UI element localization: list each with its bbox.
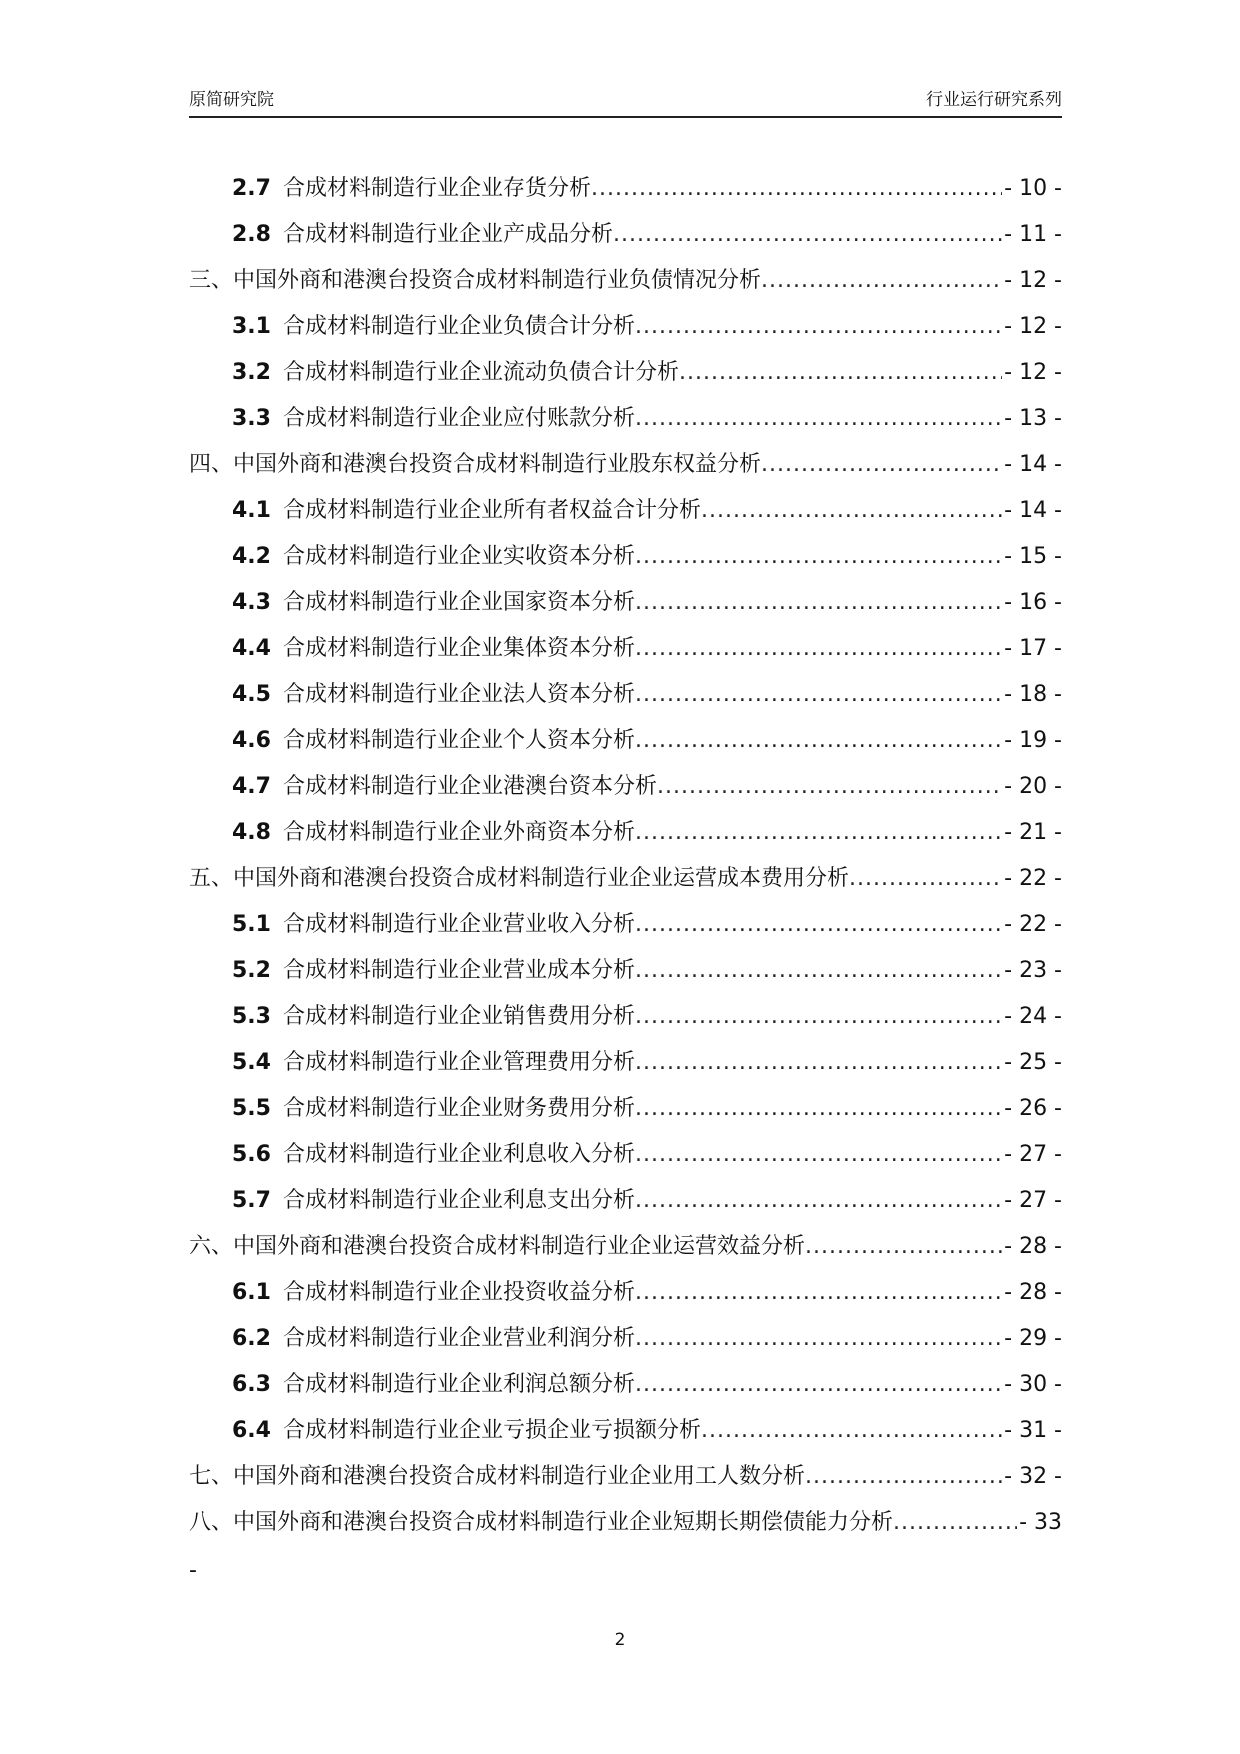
toc-entry-number: 4.8: [232, 820, 271, 845]
toc-entry-title: 合成材料制造行业企业销售费用分析: [282, 1004, 635, 1029]
toc-entry-line: [189, 448, 1062, 482]
toc-dot-leader: [657, 770, 1002, 804]
toc-dot-leader: [635, 954, 1002, 988]
toc-section-entry[interactable]: [189, 1046, 1062, 1092]
toc-chapter-entry[interactable]: [189, 264, 1062, 310]
toc-entry-line: [232, 1276, 1062, 1310]
toc-entry-line: [189, 264, 1062, 298]
toc-entry-number: 6.1: [232, 1280, 271, 1305]
toc-section-entry[interactable]: [189, 908, 1062, 954]
toc-entry-title: 合成材料制造行业企业利息支出分析: [282, 1188, 635, 1213]
toc-entry-number: 2.7: [232, 176, 271, 201]
toc-entry-page: - 26 -: [1004, 1096, 1062, 1121]
toc-entry-title: 合成材料制造行业企业财务费用分析: [282, 1096, 635, 1121]
toc-entry-line: [232, 586, 1062, 620]
toc-entry-number: 6.2: [232, 1326, 271, 1351]
toc-section-entry[interactable]: [189, 1322, 1062, 1368]
toc-entry-title: 合成材料制造行业企业存货分析: [282, 176, 591, 201]
toc-entry-title: 四、中国外商和港澳台投资合成材料制造行业股东权益分析: [189, 452, 762, 477]
toc-dot-leader: [635, 586, 1002, 620]
toc-entry-line: [189, 1506, 1062, 1540]
toc-entry-title: 合成材料制造行业企业营业成本分析: [282, 958, 635, 983]
toc-entry-number: 3.1: [232, 314, 271, 339]
toc-entry-number: 5.1: [232, 912, 271, 937]
toc-entry-line: [232, 356, 1062, 390]
toc-entry-title: 合成材料制造行业企业法人资本分析: [282, 682, 635, 707]
toc-section-entry[interactable]: [189, 1184, 1062, 1230]
toc-entry-line: [232, 1322, 1062, 1356]
toc-entry-line: [232, 402, 1062, 436]
toc-entry-line: [232, 310, 1062, 344]
toc-entry-title: 合成材料制造行业企业营业收入分析: [282, 912, 635, 937]
toc-entry-title: 合成材料制造行业企业港澳台资本分析: [282, 774, 657, 799]
toc-section-entry[interactable]: [189, 402, 1062, 448]
table-of-contents: [189, 172, 1062, 1552]
toc-entry-line: [232, 1414, 1062, 1448]
toc-entry-page: - 14 -: [1004, 498, 1062, 523]
toc-entry-number: 2.8: [232, 222, 271, 247]
toc-entry-line: [232, 1000, 1062, 1034]
toc-section-entry[interactable]: [189, 494, 1062, 540]
toc-entry-page: - 23 -: [1004, 958, 1062, 983]
toc-entry-page: - 18 -: [1004, 682, 1062, 707]
toc-section-entry[interactable]: [189, 1276, 1062, 1322]
toc-section-entry[interactable]: [189, 1368, 1062, 1414]
toc-entry-title: 合成材料制造行业企业利息收入分析: [282, 1142, 635, 1167]
toc-entry-number: 4.3: [232, 590, 271, 615]
toc-section-entry[interactable]: [189, 586, 1062, 632]
toc-entry-title: 七、中国外商和港澳台投资合成材料制造行业企业用工人数分析: [189, 1464, 806, 1489]
toc-section-entry[interactable]: [189, 540, 1062, 586]
toc-dot-leader: [635, 678, 1002, 712]
toc-entry-page: - 24 -: [1004, 1004, 1062, 1029]
toc-dot-leader: [805, 1460, 1002, 1494]
toc-entry-number: 4.4: [232, 636, 271, 661]
toc-entry-line: [232, 1046, 1062, 1080]
toc-entry-title: 合成材料制造行业企业管理费用分析: [282, 1050, 635, 1075]
toc-entry-number: 5.5: [232, 1096, 271, 1121]
toc-dot-leader: [635, 402, 1002, 436]
toc-dot-leader: [635, 1276, 1002, 1310]
toc-entry-page: - 29 -: [1004, 1326, 1062, 1351]
toc-entry-line: [232, 1184, 1062, 1218]
toc-entry-page: - 10 -: [1004, 176, 1062, 201]
toc-entry-title: 合成材料制造行业企业营业利润分析: [282, 1326, 635, 1351]
toc-section-entry[interactable]: [189, 310, 1062, 356]
toc-entry-title: 合成材料制造行业企业亏损企业亏损额分析: [282, 1418, 701, 1443]
toc-chapter-entry[interactable]: [189, 448, 1062, 494]
toc-entry-number: 4.7: [232, 774, 271, 799]
toc-dot-leader: [613, 218, 1002, 252]
toc-entry-page: - 13 -: [1004, 406, 1062, 431]
toc-dot-leader: [635, 1046, 1002, 1080]
toc-section-entry[interactable]: [189, 770, 1062, 816]
toc-entry-page: - 22 -: [1004, 866, 1062, 891]
toc-dot-leader: [761, 448, 1002, 482]
toc-entry-number: 6.4: [232, 1418, 271, 1443]
toc-section-entry[interactable]: [189, 1414, 1062, 1460]
toc-entry-line: [232, 678, 1062, 712]
toc-entry-title: 合成材料制造行业企业利润总额分析: [282, 1372, 635, 1397]
toc-entry-page: - 21 -: [1004, 820, 1062, 845]
toc-entry-line: [232, 908, 1062, 942]
toc-dot-leader: [635, 1184, 1002, 1218]
toc-entry-number: 5.2: [232, 958, 271, 983]
toc-entry-title: 合成材料制造行业企业产成品分析: [282, 222, 613, 247]
toc-entry-title: 合成材料制造行业企业流动负债合计分析: [282, 360, 679, 385]
toc-dot-leader: [591, 172, 1002, 206]
toc-entry-line: [232, 494, 1062, 528]
toc-entry-page: - 32 -: [1004, 1464, 1062, 1489]
toc-dot-leader: [635, 1092, 1002, 1126]
toc-entry-title: 合成材料制造行业企业外商资本分析: [282, 820, 635, 845]
toc-entry-page: - 25 -: [1004, 1050, 1062, 1075]
toc-dot-leader: [635, 724, 1002, 758]
toc-chapter-entry[interactable]: [189, 1460, 1062, 1506]
toc-entry-page: - 16 -: [1004, 590, 1062, 615]
toc-dot-leader: [635, 310, 1002, 344]
toc-entry-line: [232, 172, 1062, 206]
toc-entry-page: - 30 -: [1004, 1372, 1062, 1397]
toc-entry-page: - 14 -: [1004, 452, 1062, 477]
toc-section-entry[interactable]: [189, 218, 1062, 264]
toc-entry-title: 三、中国外商和港澳台投资合成材料制造行业负债情况分析: [189, 268, 762, 293]
toc-entry-line: [232, 1368, 1062, 1402]
toc-entry-title: 合成材料制造行业企业所有者权益合计分析: [282, 498, 701, 523]
toc-entry-line: [232, 816, 1062, 850]
toc-entry-title: 合成材料制造行业企业投资收益分析: [282, 1280, 635, 1305]
toc-entry-line: [189, 1230, 1062, 1264]
toc-chapter-entry[interactable]: [189, 862, 1062, 908]
toc-dot-leader: [635, 1000, 1002, 1034]
toc-entry-page: - 20 -: [1004, 774, 1062, 799]
toc-entry-page: - 15 -: [1004, 544, 1062, 569]
toc-entry-title: 合成材料制造行业企业应付账款分析: [282, 406, 635, 431]
toc-dot-leader: [701, 1414, 1002, 1448]
toc-section-entry[interactable]: [189, 1000, 1062, 1046]
toc-dot-leader: [761, 264, 1002, 298]
header-series-name: 行业运行研究系列: [926, 90, 1062, 110]
toc-entry-page: - 19 -: [1004, 728, 1062, 753]
toc-entry-number: 5.7: [232, 1188, 271, 1213]
toc-entry-page: - 11 -: [1004, 222, 1062, 247]
toc-entry-number: 4.1: [232, 498, 271, 523]
toc-chapter-entry[interactable]: [189, 1230, 1062, 1276]
toc-entry-line: [232, 1092, 1062, 1126]
toc-section-entry[interactable]: [189, 816, 1062, 862]
toc-entry-number: 4.2: [232, 544, 271, 569]
toc-entry-number: 6.3: [232, 1372, 271, 1397]
toc-entry-page: - 27 -: [1004, 1188, 1062, 1213]
toc-section-entry[interactable]: [189, 1138, 1062, 1184]
toc-entry-page: - 31 -: [1004, 1418, 1062, 1443]
toc-dot-leader: [635, 540, 1002, 574]
toc-entry-number: 3.3: [232, 406, 271, 431]
toc-entry-line: [232, 770, 1062, 804]
toc-entry-title: 六、中国外商和港澳台投资合成材料制造行业企业运营效益分析: [189, 1234, 806, 1259]
toc-entry-number: 4.5: [232, 682, 271, 707]
toc-entry-page: - 17 -: [1004, 636, 1062, 661]
toc-section-entry[interactable]: [189, 1092, 1062, 1138]
toc-dot-leader: [635, 908, 1002, 942]
toc-entry-number: 5.3: [232, 1004, 271, 1029]
header-org-name: 原简研究院: [189, 90, 274, 110]
toc-dot-leader: [805, 1230, 1002, 1264]
toc-entry-line: [232, 218, 1062, 252]
toc-dot-leader: [635, 1138, 1002, 1172]
toc-entry-title: 合成材料制造行业企业实收资本分析: [282, 544, 635, 569]
toc-entry-title: 合成材料制造行业企业集体资本分析: [282, 636, 635, 661]
toc-dot-leader: [701, 494, 1002, 528]
toc-entry-page: - 28 -: [1004, 1280, 1062, 1305]
page-number: 2: [614, 1630, 626, 1650]
toc-section-entry[interactable]: [189, 678, 1062, 724]
toc-entry-page: - 33: [1019, 1510, 1062, 1535]
toc-chapter-entry[interactable]: [189, 1506, 1062, 1552]
toc-dot-leader: [849, 862, 1002, 896]
toc-entry-page: - 12 -: [1004, 314, 1062, 339]
toc-entry-page: - 28 -: [1004, 1234, 1062, 1259]
toc-entry-title: 合成材料制造行业企业负债合计分析: [282, 314, 635, 339]
toc-entry-line: [232, 724, 1062, 758]
toc-entry-title: 合成材料制造行业企业个人资本分析: [282, 728, 635, 753]
toc-dot-leader: [893, 1506, 1017, 1540]
toc-section-entry[interactable]: [189, 172, 1062, 218]
toc-entry-line: [232, 540, 1062, 574]
toc-wrap-tail: -: [189, 1558, 197, 1583]
toc-entry-page: - 12 -: [1004, 360, 1062, 385]
toc-entry-number: 5.4: [232, 1050, 271, 1075]
page-header: [189, 88, 1062, 118]
toc-section-entry[interactable]: [189, 632, 1062, 678]
toc-entry-line: [232, 954, 1062, 988]
toc-section-entry[interactable]: [189, 356, 1062, 402]
toc-dot-leader: [635, 632, 1002, 666]
toc-entry-title: 八、中国外商和港澳台投资合成材料制造行业企业短期长期偿债能力分析: [189, 1510, 894, 1535]
toc-entry-title: 合成材料制造行业企业国家资本分析: [282, 590, 635, 615]
toc-entry-number: 4.6: [232, 728, 271, 753]
toc-entry-title: 五、中国外商和港澳台投资合成材料制造行业企业运营成本费用分析: [189, 866, 850, 891]
toc-dot-leader: [635, 816, 1002, 850]
toc-dot-leader: [635, 1368, 1002, 1402]
toc-dot-leader: [635, 1322, 1002, 1356]
toc-entry-number: 5.6: [232, 1142, 271, 1167]
toc-entry-line: [232, 1138, 1062, 1172]
toc-entry-line: [189, 1460, 1062, 1494]
toc-entry-line: [189, 862, 1062, 896]
toc-dot-leader: [679, 356, 1002, 390]
toc-entry-page: - 12 -: [1004, 268, 1062, 293]
toc-entry-number: 3.2: [232, 360, 271, 385]
toc-entry-page: - 22 -: [1004, 912, 1062, 937]
toc-section-entry[interactable]: [189, 724, 1062, 770]
toc-entry-page: - 27 -: [1004, 1142, 1062, 1167]
toc-section-entry[interactable]: [189, 954, 1062, 1000]
toc-entry-line: [232, 632, 1062, 666]
